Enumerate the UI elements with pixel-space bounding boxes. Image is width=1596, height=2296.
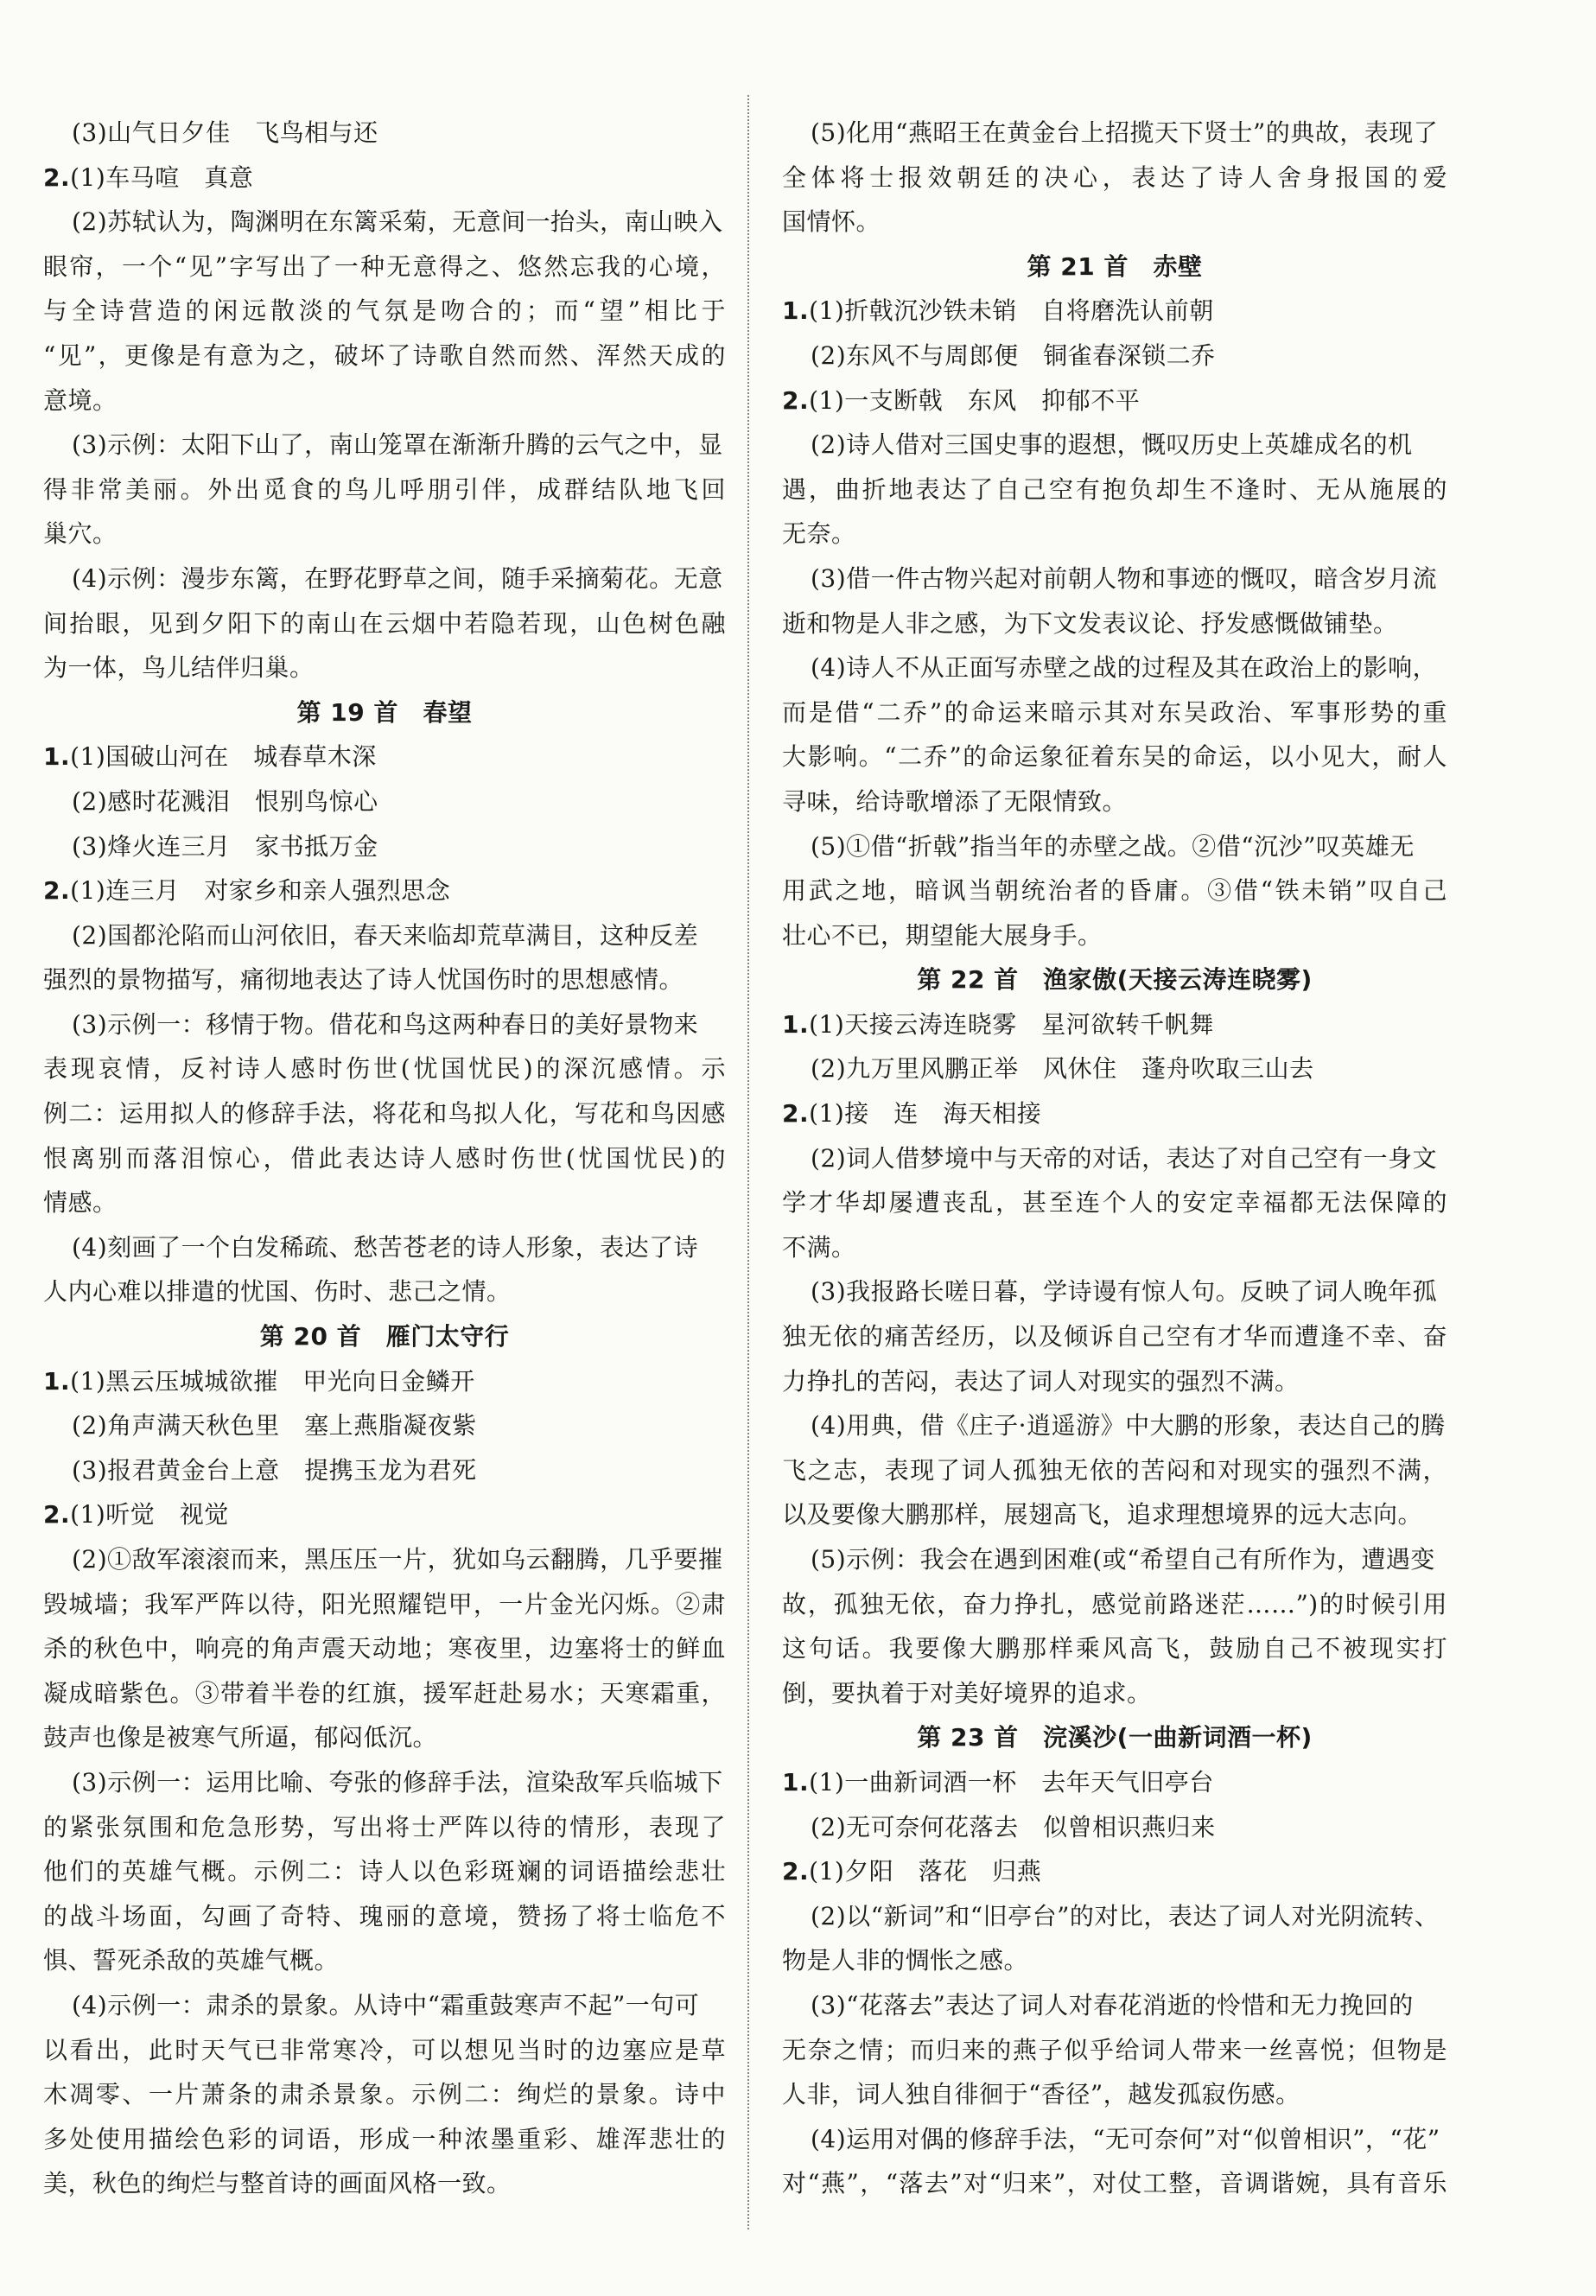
- question-line: [782, 1760, 1447, 1805]
- answer-line: (3)借一件古物兴起对前朝人物和事迹的慨叹，暗含岁月流: [811, 563, 1438, 593]
- answer-line: (3)我报路长嗟日暮，学诗谩有惊人句。反映了词人晚年孤: [811, 1277, 1438, 1307]
- answer-line: (4)诗人不从正面写赤壁之战的过程及其在政治上的影响，: [811, 653, 1438, 683]
- answer-line: (4)刻画了一个白发稀疏、愁苦苍老的诗人形象，表达了诗: [72, 1232, 699, 1262]
- answer-line: 毁城墙；我军严阵以待，阳光照耀铠甲，一片金光闪烁。②肃: [43, 1589, 726, 1619]
- answer-line: 情感。: [43, 1188, 118, 1218]
- answer-line: 的紧张氛围和危急形势，写出将士严阵以待的情形，表现了: [43, 1812, 726, 1841]
- answer-line: (2)角声满天秋色里 塞上燕脂凝夜紫: [72, 1411, 477, 1441]
- answer-line: (3)示例一：运用比喻、夸张的修辞手法，渲染敌军兵临城下: [72, 1767, 723, 1797]
- answer-text: (1)一曲新词酒一杯 去年天气旧亭台: [809, 1767, 1214, 1797]
- answer-line: 对“燕”，“落去”对“归来”，对仗工整，音调谐婉，具有音乐: [782, 2169, 1447, 2198]
- answer-line: 飞之志，表现了词人孤独无依的苦闷和对现实的强烈不满，: [782, 1455, 1447, 1485]
- answer-text: (1)接 连 海天相接: [809, 1099, 1042, 1129]
- question-number: 2.: [782, 1099, 810, 1129]
- answer-line: (3)示例一：移情于物。借花和鸟这两种春日的美好景物来: [72, 1009, 699, 1039]
- answer-line: 不满。: [782, 1232, 856, 1262]
- answer-line: 物是人非的惆怅之感。: [782, 1946, 1029, 1975]
- answer-line: (2)感时花溅泪 恨别鸟惊心: [72, 786, 378, 816]
- answer-text: (1)车马喧 真意: [70, 162, 254, 192]
- answer-line: 无奈。: [782, 519, 856, 549]
- answer-line: “见”，更像是有意为之，破坏了诗歌自然而然、浑然天成的: [43, 340, 726, 370]
- answer-line: 以及要像大鹏那样，展翅高飞，追求理想境界的远大志向。: [782, 1500, 1423, 1530]
- answer-line: (4)用典，借《庄子·逍遥游》中大鹏的形象，表达自己的腾: [811, 1411, 1446, 1441]
- column-divider: [747, 95, 749, 2229]
- answer-line: (5)示例：我会在遇到困难(或“希望自己有所作为，遭遇变: [811, 1545, 1435, 1574]
- answer-line: (2)无可奈何花落去 似曾相识燕归来: [811, 1812, 1216, 1841]
- answer-line: 例二：运用拟人的修辞手法，将花和鸟拟人化，写花和鸟因感: [43, 1099, 726, 1129]
- answer-line: 多处使用描绘色彩的词语，形成一种浓墨重彩、雄浑悲壮的: [43, 2124, 726, 2153]
- answer-line: (3)山气日夕佳 飞鸟相与还: [72, 118, 378, 147]
- answer-line: 木凋零、一片萧条的肃杀景象。示例二：绚烂的景象。诗中: [43, 2080, 726, 2109]
- answer-line: (5)化用“燕昭王在黄金台上招揽天下贤士”的典故，表现了: [811, 118, 1439, 147]
- answer-line: 美，秋色的绚烂与整首诗的画面风格一致。: [43, 2169, 512, 2198]
- question-number: 1.: [782, 1767, 810, 1797]
- question-line: [782, 1849, 1447, 1894]
- answer-line: 的战斗场面，勾画了奇特、瑰丽的意境，赞扬了将士临危不: [43, 1901, 726, 1930]
- question-line: [43, 735, 726, 779]
- right-column: [782, 111, 1447, 2206]
- section-title: 第 22 首 渔家傲(天接云涛连晓雾): [917, 965, 1313, 995]
- answer-line: 惧、誓死杀敌的英雄气概。: [43, 1946, 340, 1975]
- question-number: 2.: [43, 1500, 71, 1530]
- answer-line: (3)烽火连三月 家书抵万金: [72, 831, 378, 861]
- answer-line: 全体将士报效朝廷的决心，表达了诗人舍身报国的爱: [782, 162, 1447, 192]
- section-title: 第 23 首 浣溪沙(一曲新词酒一杯): [917, 1723, 1313, 1752]
- answer-line: 意境。: [43, 385, 118, 415]
- answer-text: (1)连三月 对家乡和亲人强烈思念: [70, 876, 451, 906]
- answer-text: (1)折戟沉沙铁未销 自将磨洗认前朝: [809, 296, 1214, 326]
- answer-text: (1)听觉 视觉: [70, 1500, 229, 1530]
- answer-line: 力挣扎的苦闷，表达了词人对现实的强烈不满。: [782, 1366, 1300, 1396]
- answer-line: 这句话。我要像大鹏那样乘风高飞，鼓励自己不被现实打: [782, 1634, 1447, 1663]
- answer-line: 人内心难以排遣的忧国、伤时、悲己之情。: [43, 1277, 512, 1307]
- answer-line: 独无依的痛苦经历，以及倾诉自己空有才华而遭逢不幸、奋: [782, 1322, 1447, 1352]
- question-line: [782, 1002, 1447, 1047]
- answer-line: (4)示例一：肃杀的景象。从诗中“霜重鼓寒声不起”一句可: [72, 1990, 700, 2019]
- answer-line: (3)报君黄金台上意 提携玉龙为君死: [72, 1455, 477, 1485]
- section-title: 第 21 首 赤壁: [1027, 251, 1203, 281]
- answer-line: 为一体，鸟儿结伴归巢。: [43, 653, 315, 683]
- answer-line: 故，孤独无依，奋力挣扎，感觉前路迷茫……”)的时候引用: [782, 1589, 1447, 1619]
- answer-line: 恨离别而落泪惊心，借此表达诗人感时伤世(忧国忧民)的: [43, 1143, 726, 1173]
- answer-line: 得非常美丽。外出觅食的鸟儿呼朋引伴，成群结队地飞回: [43, 474, 726, 504]
- answer-line: 学才华却屡遭丧乱，甚至连个人的安定幸福都无法保障的: [782, 1188, 1447, 1218]
- answer-line: 鼓声也像是被寒气所逼，郁闷低沉。: [43, 1723, 438, 1752]
- answer-line: 强烈的景物描写，痛彻地表达了诗人忧国伤时的思想感情。: [43, 965, 684, 995]
- question-number: 2.: [782, 1857, 810, 1886]
- left-column: [43, 111, 726, 2206]
- answer-text: (1)一支断戟 东风 抑郁不平: [809, 385, 1141, 415]
- answer-line: (2)诗人借对三国史事的遐想，慨叹历史上英雄成名的机: [811, 430, 1413, 460]
- answer-line: 与全诗营造的闲远散淡的气氛是吻合的；而“望”相比于: [43, 296, 726, 326]
- answer-line: 他们的英雄气概。示例二：诗人以色彩斑斓的词语描绘悲壮: [43, 1857, 726, 1886]
- question-line: [43, 868, 726, 913]
- answer-line: 国情怀。: [782, 207, 881, 237]
- answer-line: 无奈之情；而归来的燕子似乎给词人带来一丝喜悦；但物是: [782, 2035, 1447, 2064]
- answer-line: 人非，词人独自徘徊于“香径”，越发孤寂伤感。: [782, 2080, 1300, 2109]
- answer-line: (2)东风不与周郎便 铜雀春深锁二乔: [811, 340, 1216, 370]
- answer-line: (3)“花落去”表达了词人对春花消逝的怜惜和无力挽回的: [811, 1990, 1414, 2019]
- question-line: [43, 156, 726, 200]
- question-number: 1.: [782, 296, 810, 326]
- answer-line: 巢穴。: [43, 519, 118, 549]
- answer-line: (3)示例：太阳下山了，南山笼罩在渐渐升腾的云气之中，显: [72, 430, 723, 460]
- section-title: 第 19 首 春望: [296, 697, 473, 727]
- question-line: [782, 378, 1447, 423]
- question-number: 2.: [43, 876, 71, 906]
- section-title: 第 20 首 雁门太守行: [259, 1322, 510, 1352]
- answer-line: 遇，曲折地表达了自己空有抱负却生不逢时、无从施展的: [782, 474, 1447, 504]
- question-number: 2.: [782, 385, 810, 415]
- answer-line: (4)示例：漫步东篱，在野花野草之间，随手采摘菊花。无意: [72, 563, 723, 593]
- answer-line: 以看出，此时天气已非常寒冷，可以想见当时的边塞应是草: [43, 2035, 726, 2064]
- answer-line: 而是借“二乔”的命运来暗示其对东吴政治、军事形势的重: [782, 697, 1447, 727]
- question-number: 1.: [43, 742, 71, 772]
- question-line: [782, 289, 1447, 334]
- question-number: 1.: [43, 1366, 71, 1396]
- answer-text: (1)天接云涛连晓雾 星河欲转千帆舞: [809, 1009, 1214, 1039]
- answer-line: 杀的秋色中，响亮的角声震天动地；寒夜里，边塞将士的鲜血: [43, 1634, 726, 1663]
- answer-line: (5)①借“折戟”指当年的赤壁之战。②借“沉沙”叹英雄无: [811, 831, 1415, 861]
- answer-line: 凝成暗紫色。③带着半卷的红旗，援军赶赴易水；天寒霜重，: [43, 1678, 726, 1708]
- question-number: 2.: [43, 162, 71, 192]
- answer-line: (2)①敌军滚滚而来，黑压压一片，犹如乌云翻腾，几乎要摧: [72, 1545, 723, 1574]
- answer-line: 间抬眼，见到夕阳下的南山在云烟中若隐若现，山色树色融: [43, 608, 726, 638]
- answer-line: 壮心不已，期望能大展身手。: [782, 920, 1103, 950]
- answer-line: 大影响。“二乔”的命运象征着东吴的命运，以小见大，耐人: [782, 742, 1447, 772]
- answer-line: 用武之地，暗讽当朝统治者的昏庸。③借“铁未销”叹自己: [782, 876, 1447, 906]
- answer-line: 倒，要执着于对美好境界的追求。: [782, 1678, 1152, 1708]
- answer-line: (2)苏轼认为，陶渊明在东篱采菊，无意间一抬头，南山映入: [72, 207, 723, 237]
- answer-line: 逝和物是人非之感，为下文发表议论、抒发感慨做铺垫。: [782, 608, 1398, 638]
- answer-line: (2)词人借梦境中与天帝的对话，表达了对自己空有一身文: [811, 1143, 1438, 1173]
- answer-line: 眼帘，一个“见”字写出了一种无意得之、悠然忘我的心境，: [43, 251, 726, 281]
- answer-text: (1)夕阳 落花 归燕: [809, 1857, 1042, 1886]
- answer-line: 表现哀情，反衬诗人感时伤世(忧国忧民)的深沉感情。示: [43, 1054, 726, 1084]
- question-line: [782, 1091, 1447, 1136]
- question-line: [43, 1492, 726, 1537]
- answer-text: (1)国破山河在 城春草木深: [70, 742, 377, 772]
- answer-line: 寻味，给诗歌增添了无限情致。: [782, 786, 1128, 816]
- answer-line: (2)国都沦陷而山河依旧，春天来临却荒草满目，这种反差: [72, 920, 699, 950]
- answer-text: (1)黑云压城城欲摧 甲光向日金鳞开: [70, 1366, 475, 1396]
- answer-line: (2)以“新词”和“旧亭台”的对比，表达了词人对光阴流转、: [811, 1901, 1440, 1930]
- question-number: 1.: [782, 1009, 810, 1039]
- question-line: [43, 1359, 726, 1404]
- answer-line: (2)九万里风鹏正举 风休住 蓬舟吹取三山去: [811, 1054, 1314, 1084]
- answer-line: (4)运用对偶的修辞手法，“无可奈何”对“似曾相识”，“花”: [811, 2124, 1440, 2153]
